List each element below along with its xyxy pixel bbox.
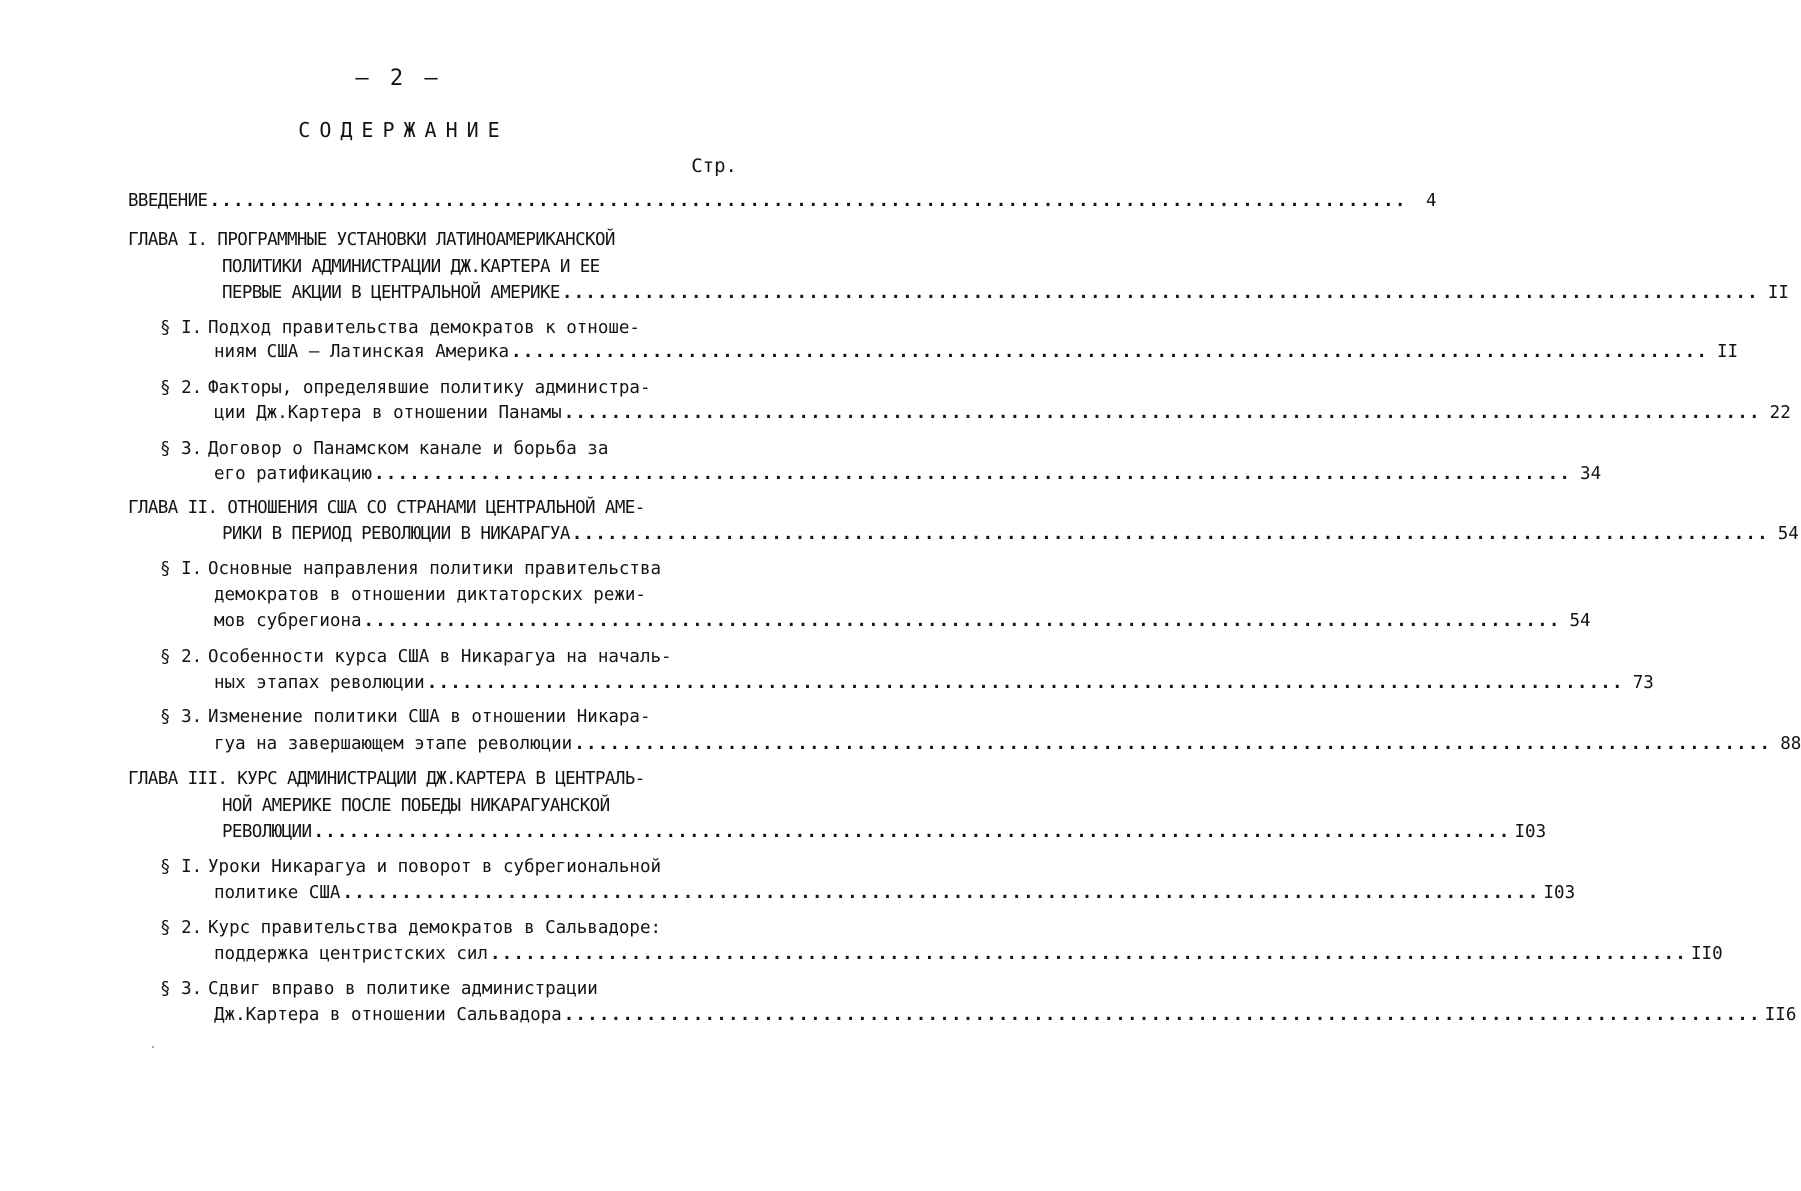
toc-section-2-2-line-2 xyxy=(214,672,1654,694)
toc-entry-text: демократов в отношении диктаторских режи- xyxy=(214,585,646,605)
toc-section-2-2-line-1 xyxy=(160,646,672,668)
toc-entry-page: 4 xyxy=(1426,191,1437,211)
toc-section-2-3-line-1 xyxy=(160,706,651,728)
toc-entry-text: его ратификацию xyxy=(214,464,373,484)
page-number: – 2 – xyxy=(355,66,442,91)
toc-entry-page: 54 xyxy=(1569,611,1591,631)
dot-leader: ...................................................................................................... xyxy=(374,464,1572,484)
toc-entry-text: Факторы, определявшие политику администра- xyxy=(208,378,651,398)
toc-chapter-1-line-2 xyxy=(222,256,600,278)
toc-section-3-1-line-2 xyxy=(214,882,1576,904)
toc-entry-page: 22 xyxy=(1769,403,1791,423)
toc-entry-text: Дж.Картера в отношении Сальвадора xyxy=(214,1005,562,1025)
scan-speck xyxy=(152,1046,154,1048)
toc-section-1-2-line-1 xyxy=(160,377,651,399)
toc-entry-page: II xyxy=(1717,342,1739,362)
toc-entry-text: Сдвиг вправо в политике администрации xyxy=(208,979,598,999)
toc-entry-page: I03 xyxy=(1514,822,1547,842)
dot-leader: ...................................................................................................... xyxy=(574,734,1772,754)
toc-entry-text: ПОЛИТИКИ АДМИНИСТРАЦИИ ДЖ.КАРТЕРА И ЕЕ xyxy=(222,257,600,277)
toc-entry-text: Договор о Панамском канале и борьба за xyxy=(208,439,609,459)
toc-chapter-1-line-1 xyxy=(128,229,615,251)
toc-entry-text: Особенности курса США в Никарагуа на началь- xyxy=(208,647,672,667)
toc-entry-text: ных этапах революции xyxy=(214,673,425,693)
section-mark: § 3. xyxy=(160,707,203,727)
toc-entry-page: II0 xyxy=(1691,944,1723,964)
toc-section-2-1-line-3 xyxy=(214,610,1591,632)
toc-section-1-3-line-2 xyxy=(214,463,1602,485)
toc-entry-page: II6 xyxy=(1764,1005,1797,1025)
toc-chapter-1-line-3 xyxy=(222,282,1789,304)
toc-section-3-3-line-1 xyxy=(160,978,598,1000)
dot-leader: ...................................................................................................... xyxy=(426,673,1624,693)
dot-leader: ...................................................................................................... xyxy=(511,342,1709,362)
section-mark: § 3. xyxy=(160,979,203,999)
toc-entry-text: Подход правительства демократов к отноше- xyxy=(208,318,640,338)
toc-entry-text: мов субрегиона xyxy=(214,611,362,631)
section-mark: § I. xyxy=(160,318,203,338)
toc-entry-text: Уроки Никарагуа и поворот в субрегиональной xyxy=(208,857,662,877)
toc-entry-text: ВВЕДЕНИЕ xyxy=(128,191,208,211)
toc-entry-text: ГЛАВА III. КУРС АДМИНИСТРАЦИИ ДЖ.КАРТЕРА В ЦЕНТРАЛЬ- xyxy=(128,769,645,789)
section-mark: § 2. xyxy=(160,647,203,667)
section-mark: § 2. xyxy=(160,378,203,398)
toc-entry-text: ПЕРВЫЕ АКЦИИ В ЦЕНТРАЛЬНОЙ АМЕРИКЕ xyxy=(222,283,560,303)
toc-chapter-3-line-2 xyxy=(222,795,610,817)
section-mark: § I. xyxy=(160,857,203,877)
toc-chapter-3-line-1 xyxy=(128,768,645,790)
toc-section-3-3-line-2 xyxy=(214,1004,1797,1026)
toc-entry-page: 73 xyxy=(1632,673,1654,693)
toc-entry-text: ГЛАВА II. ОТНОШЕНИЯ США СО СТРАНАМИ ЦЕНТРАЛЬНОЙ АМЕ- xyxy=(128,498,645,518)
dot-leader: ...................................................................................................... xyxy=(313,822,1511,842)
toc-entry-text: гуа на завершающем этапе революции xyxy=(214,734,573,754)
toc-section-1-1-line-2 xyxy=(214,341,1739,363)
toc-section-3-2-line-2 xyxy=(214,943,1723,965)
section-mark: § I. xyxy=(160,559,203,579)
toc-section-1-3-line-1 xyxy=(160,438,608,460)
toc-entry-text: РЕВОЛЮЦИИ xyxy=(222,822,312,842)
dot-leader: ...................................................................................................... xyxy=(489,944,1687,964)
section-mark: § 2. xyxy=(160,918,203,938)
toc-section-1-1-line-1 xyxy=(160,317,640,339)
section-mark: § 3. xyxy=(160,439,203,459)
dot-leader: ...................................................................................................... xyxy=(563,1005,1761,1025)
toc-entry-page: 34 xyxy=(1580,464,1602,484)
toc-entry-text: Курс правительства демократов в Сальвадоре: xyxy=(208,918,662,938)
dot-leader: ...................................................................................................... xyxy=(571,524,1769,544)
toc-chapter-2-line-1 xyxy=(128,497,645,519)
page-column-label: Стр. xyxy=(691,155,737,177)
toc-entry-text: НОЙ АМЕРИКЕ ПОСЛЕ ПОБЕДЫ НИКАРАГУАНСКОЙ xyxy=(222,796,610,816)
toc-entry-text: ции Дж.Картера в отношении Панамы xyxy=(214,403,562,423)
toc-title: СОДЕРЖАНИЕ xyxy=(298,118,509,142)
toc-entry-introduction xyxy=(128,190,1437,212)
toc-entry-page: II xyxy=(1767,283,1789,303)
dot-leader: ...................................................................................................... xyxy=(342,883,1540,903)
toc-entry-text: Основные направления политики правительства xyxy=(208,559,662,579)
toc-entry-text: Изменение политики США в отношении Никара- xyxy=(208,707,651,727)
dot-leader: ...................................................................................................... xyxy=(363,611,1561,631)
toc-section-3-1-line-1 xyxy=(160,856,661,878)
toc-entry-text: поддержка центристских сил xyxy=(214,944,488,964)
toc-section-1-2-line-2 xyxy=(214,402,1791,424)
dot-leader: ...................................................................................................... xyxy=(209,191,1407,211)
toc-section-2-1-line-1 xyxy=(160,558,661,580)
toc-entry-page: 88 xyxy=(1780,734,1801,754)
toc-entry-text: политике США xyxy=(214,883,341,903)
toc-entry-text: РИКИ В ПЕРИОД РЕВОЛЮЦИИ В НИКАРАГУА xyxy=(222,524,570,544)
toc-chapter-2-line-2 xyxy=(222,523,1799,545)
toc-entry-text: ГЛАВА I. ПРОГРАММНЫЕ УСТАНОВКИ ЛАТИНОАМЕРИКАНСКОЙ xyxy=(128,230,615,250)
toc-section-2-1-line-2 xyxy=(214,584,646,606)
toc-entry-page: 54 xyxy=(1777,524,1799,544)
dot-leader: ...................................................................................................... xyxy=(561,283,1759,303)
toc-section-2-3-line-2 xyxy=(214,733,1801,755)
toc-section-3-2-line-1 xyxy=(160,917,661,939)
toc-entry-page: I03 xyxy=(1543,883,1576,903)
toc-chapter-3-line-3 xyxy=(222,821,1547,843)
dot-leader: ...................................................................................................... xyxy=(563,403,1761,423)
toc-entry-text: ниям США – Латинская Америка xyxy=(214,342,510,362)
